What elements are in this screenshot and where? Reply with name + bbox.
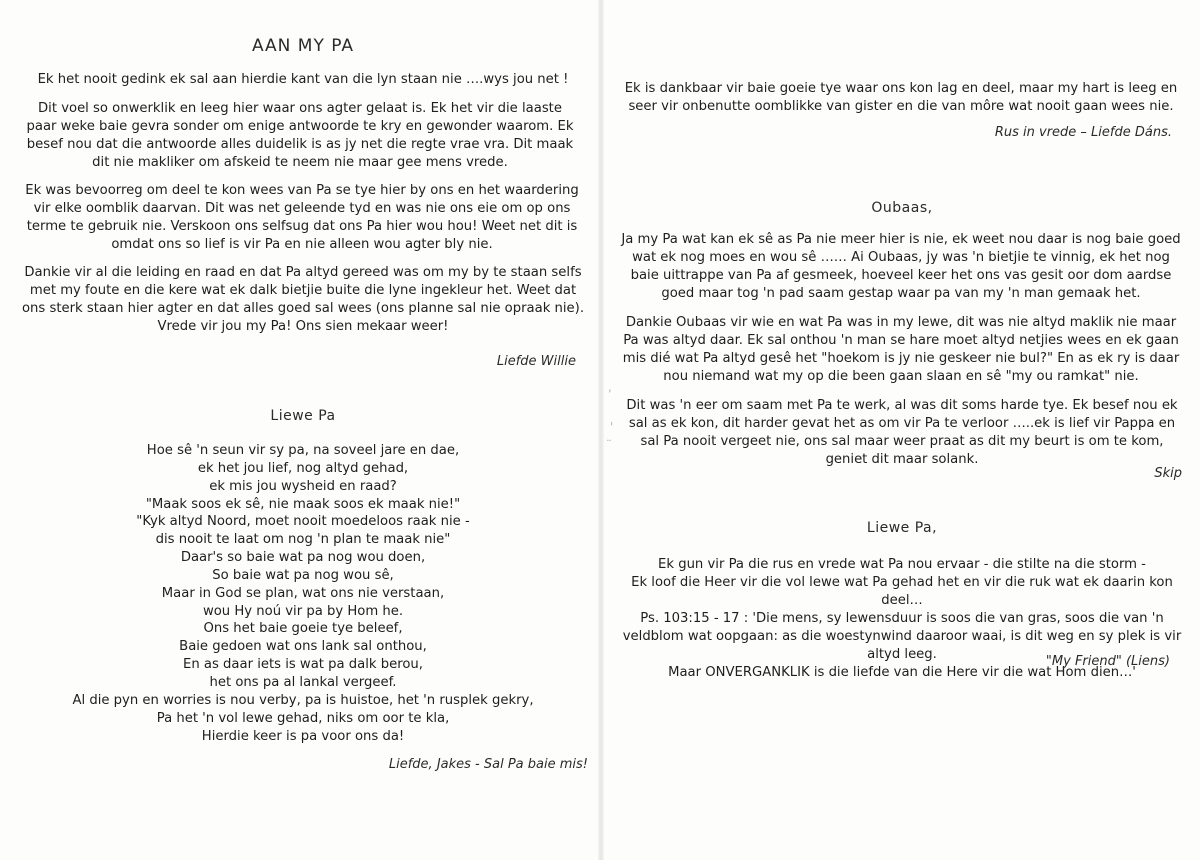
poem-line: Hierdie keer is pa voor ons da! [201,728,405,744]
tribute-title-aan-my-pa: AAN MY PA [251,36,355,56]
poem-line: ek mis jou wysheid en raad? [209,478,397,494]
tribute-paragraph-4: Dankie vir al die leiding en raad en dat Pa altyd gereed was om my by te staan selfs met my foute en die kere wat ek dalk bietjie buite die lyne ingekleur het. Weet dat ons sterk staan hier agter en dat alles goed sal wees (ons planne sal nie opraak nie). Vrede vir jou my Pa! Ons sien mekaar weer! [21,265,585,334]
oubaas-paragraph-3: Dit was 'n eer om saam met Pa te werk, al was dit soms harde tye. Ek besef nou ek sal as ek kon, dit harder gevat het as om vir Pa te verloor …..ek is lief vir Pappa en sal Pa nooit vergeet nie, ons sal maar weer praat as dit my beurt is om te kom, geniet dit maar solank. [626,398,1178,467]
poem-line: ek het jou lief, nog altyd gehad, [197,460,409,476]
poem-line: Pa het 'n vol lewe gehad, niks om oor te kla, [156,710,450,726]
poem-line: "Maak soos ek sê, nie maak soos ek maak nie!" [145,496,461,512]
signature-liens: "My Friend" (Liens) [1045,654,1170,669]
poem-liewe-pa [18,442,588,745]
tribute-paragraph-1: Ek het nooit gedink ek sal aan hierdie kant van die lyn staan nie ….wys jou net ! [37,72,569,87]
poem-line: dis nooit te laat om nog 'n plan te maak nie" [155,532,451,548]
text-line: Maar ONVERGANKLIK is die liefde van die Here vir die wat Hom dien…' [668,665,1136,680]
poem-line: So baie wat pa nog wou sê, [212,567,394,583]
poem-line: Ons het baie goeie tye beleef, [203,621,403,637]
text-line: Ek gun vir Pa die rus en vrede wat Pa nou ervaar - die stilte na die storm - [658,557,1146,572]
signature-jakes: Liefde, Jakes - Sal Pa baie mis! [388,757,588,772]
poem-title-liewe-pa: Liewe Pa [270,408,336,424]
margin-mark: , [608,380,612,394]
poem-line: wou Hy noú vir pa by Hom he. [202,603,404,619]
left-page [18,0,588,860]
page-fold [598,0,604,860]
tribute-paragraph-3: Ek was bevoorreg om deel te kon wees van Pa se tye hier by ons en het waardering vir elke oomblik daarvan. Dit was net geleende tyd en was nie ons eie om op ons terme te gebruik nie. Verskoon ons selfsug dat ons Pa hier wou hou! Weet net dit is omdat ons so lief is vir Pa en nie alleen wou agter bly nie. [25,183,579,252]
margin-mark: ' [610,420,614,434]
signature-skip: Skip [1154,466,1182,481]
poem-line: "Kyk altyd Noord, moet nooit moedeloos raak nie - [136,514,470,530]
text-line: Ek loof die Heer vir die vol lewe wat Pa gehad het en vir die ruk wat ek daarin kon deel… [631,575,1173,608]
oubaas-paragraph-1: Ja my Pa wat kan ek sê as Pa nie meer hier is nie, ek weet nou daar is nog baie goed wat ek nog moes en wou sê …… Ai Oubaas, jy was 'n bietjie te vinnig, ek het nog baie uittrappe van Pa af gesmeek, hoeveel keer het ons vas gesit oor dom aardse goed maar tog 'n pad saam gestap waar pa van my 'n man gemaak het. [621,232,1181,301]
poem-line: Daar's so baie wat pa nog wou doen, [180,550,426,566]
tribute-paragraph-2: Dit voel so onwerklik en leeg hier waar ons agter gelaat is. Ek het vir die laaste paar weke baie gevra sonder om enige antwoorde te kry en gewonder waarom. Ek besef nou dat die antwoorde alles duidelik is as jy net die regte vrae vra. Dit maak dit nie makliker om afskeid te neem nie maar gee mens vrede. [26,101,574,170]
right-page [618,0,1186,860]
poem-line: Baie gedoen wat ons lank sal onthou, [179,639,427,655]
tribute-title-liewe-pa-2: Liewe Pa, [866,520,938,536]
oubaas-paragraph-2: Dankie Oubaas vir wie en wat Pa was in my lewe, dit was nie altyd maklik nie maar Pa was altyd daar. Ek sal onthou 'n man se hare moet altyd netjies wees en ek gaan mis dié wat Pa altyd gesê het "hoekom is jy nie geskeer nie bul?" En as ek ry is daar nou niemand wat my op die been gaan slaan en sê "my ou ramkat" nie. [622,315,1180,384]
poem-line: het ons pa al lankal vergeef. [209,674,397,690]
margin-mark: ¨ [606,438,612,452]
poem-line: Hoe sê 'n seun vir sy pa, na soveel jare en dae, [146,443,460,458]
dans-paragraph: Ek is dankbaar vir baie goeie tye waar ons kon lag en deel, maar my hart is leeg en seer vir onbenutte oomblikke van gister en die van môre wat nooit gaan wees nie. [624,81,1178,114]
text-line: Ps. 103:15 - 17 : 'Die mens, sy lewensduur is soos die van gras, soos die van 'n veldblom wat oopgaan: as die woestynwind daaroor waai, is dit weg en sy plek is vir altyd leeg. [622,611,1182,662]
poem-line: En as daar iets is wat pa dalk berou, [183,657,423,673]
signature-dans: Rus in vrede – Liefde Dáns. [994,125,1172,140]
tribute-title-oubaas: Oubaas, [871,200,933,216]
signature-willie: Liefde Willie [496,354,576,369]
poem-line: Maar in God se plan, wat ons nie verstaan, [161,585,445,601]
poem-line: Al die pyn en worries is nou verby, pa is huistoe, het 'n rusplek gekry, [72,692,534,708]
